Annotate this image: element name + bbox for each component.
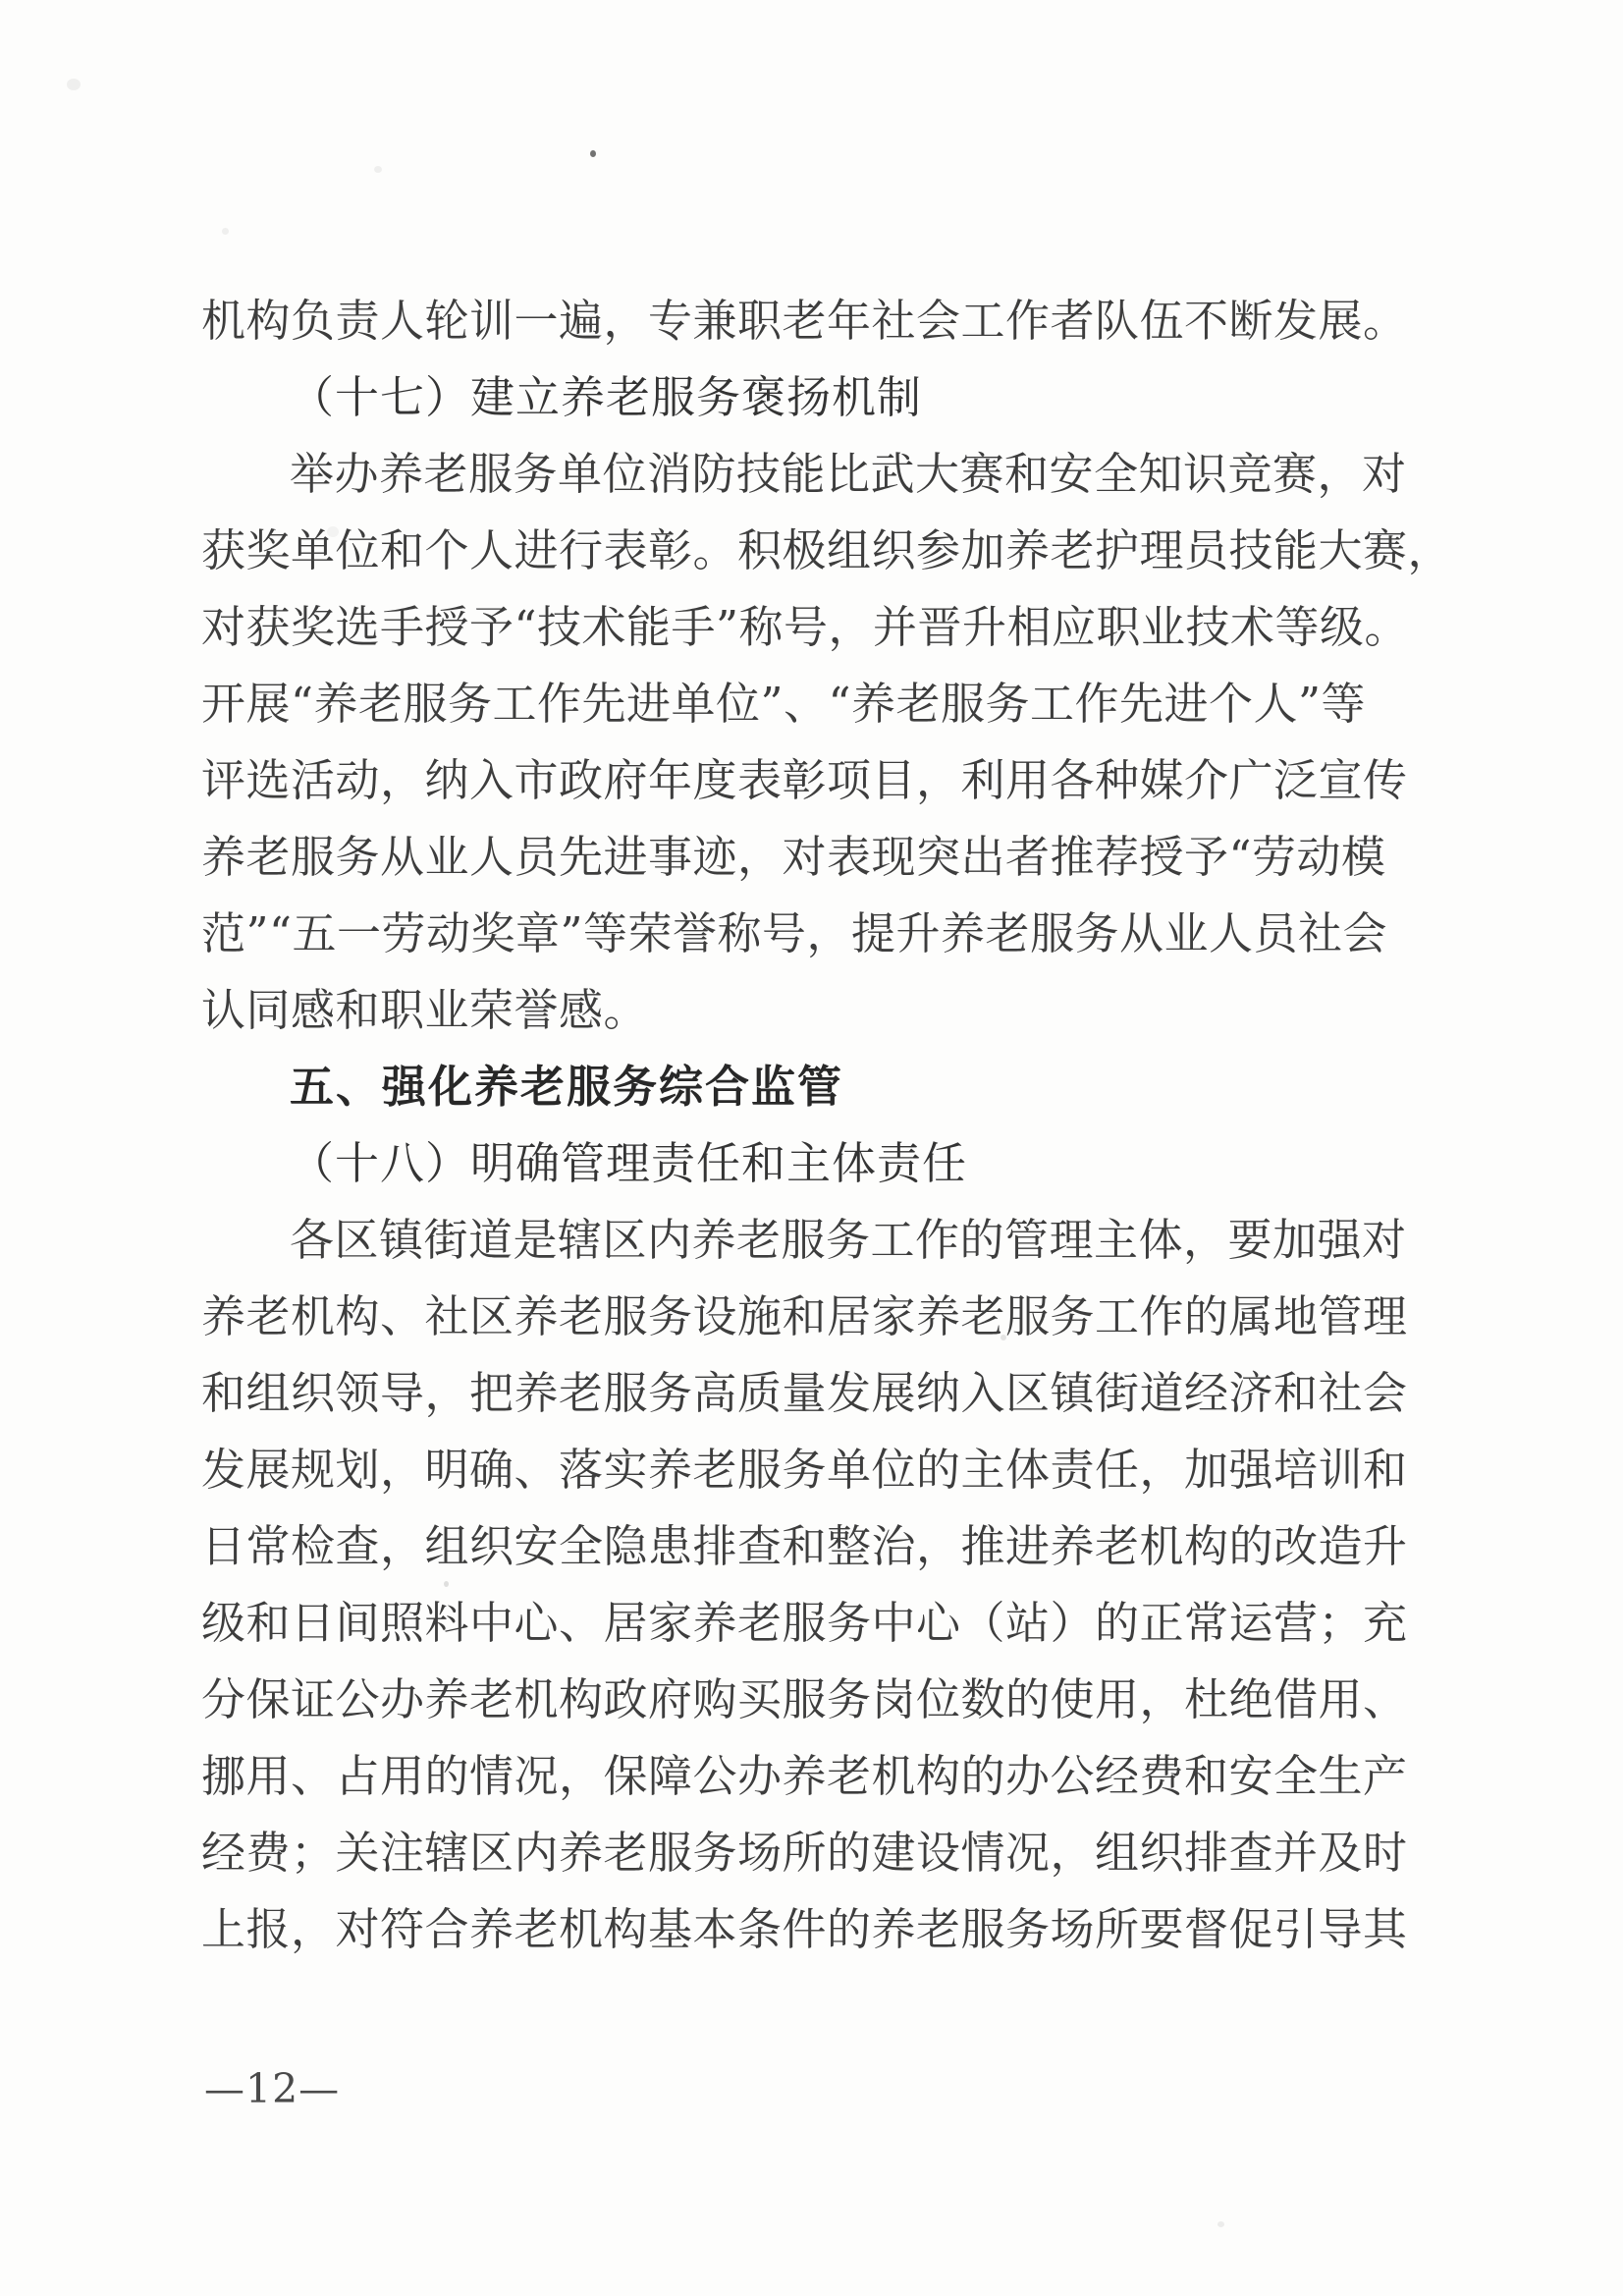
scan-speck xyxy=(590,150,596,157)
text-line: 范”“五一劳动奖章”等荣誉称号，提升养老服务从业人员社会 xyxy=(201,907,1388,959)
section-heading-5: 五、强化养老服务综合监管 xyxy=(290,1061,844,1113)
scan-speck xyxy=(1217,2221,1224,2227)
document-body xyxy=(201,283,1478,1968)
text-line: 开展“养老服务工作先进单位”、“养老服务工作先进个人”等 xyxy=(201,678,1367,730)
text-line: 各区镇街道是辖区内养老服务工作的管理主体，要加强对 xyxy=(290,1214,1407,1266)
page-number: —12— xyxy=(204,2065,341,2112)
subsection-heading-18: （十八）明确管理责任和主体责任 xyxy=(290,1137,968,1189)
text-line: 经费；关注辖区内养老服务场所的建设情况，组织排查并及时 xyxy=(201,1827,1408,1879)
text-line: 上报，对符合养老机构基本条件的养老服务场所要督促引导其 xyxy=(201,1903,1408,1955)
subsection-heading-17: （十七）建立养老服务褒扬机制 xyxy=(290,371,923,423)
text-line: 认同感和职业荣誉感。 xyxy=(201,984,649,1036)
text-line: 评选活动，纳入市政府年度表彰项目，利用各种媒介广泛宣传 xyxy=(201,754,1408,806)
text-line: 挪用、占用的情况，保障公办养老机构的办公经费和安全生产 xyxy=(201,1750,1408,1802)
text-line: 养老服务从业人员先进事迹，对表现突出者推荐授予“劳动模 xyxy=(201,831,1386,883)
text-line: 对获奖选手授予“技术能手”称号，并晋升相应职业技术等级。 xyxy=(201,601,1410,653)
text-line: 举办养老服务单位消防技能比武大赛和安全知识竞赛，对 xyxy=(290,448,1407,500)
scan-speck xyxy=(67,79,81,90)
text-line: 分保证公办养老机构政府购买服务岗位数的使用，杜绝借用、 xyxy=(201,1673,1408,1725)
text-line: 获奖单位和个人进行表彰。积极组织参加养老护理员技能大赛， xyxy=(201,524,1453,576)
text-line: 机构负责人轮训一遍，专兼职老年社会工作者队伍不断发展。 xyxy=(201,295,1408,347)
scan-speck xyxy=(222,228,229,235)
text-line: 和组织领导，把养老服务高质量发展纳入区镇街道经济和社会 xyxy=(201,1367,1408,1419)
scan-speck xyxy=(374,166,382,173)
text-line: 发展规划，明确、落实养老服务单位的主体责任，加强培训和 xyxy=(201,1444,1408,1496)
text-line: 级和日间照料中心、居家养老服务中心（站）的正常运营；充 xyxy=(201,1597,1408,1649)
text-line: 养老机构、社区养老服务设施和居家养老服务工作的属地管理 xyxy=(201,1290,1408,1342)
text-line: 日常检查，组织安全隐患排查和整治，推进养老机构的改造升 xyxy=(201,1520,1408,1572)
